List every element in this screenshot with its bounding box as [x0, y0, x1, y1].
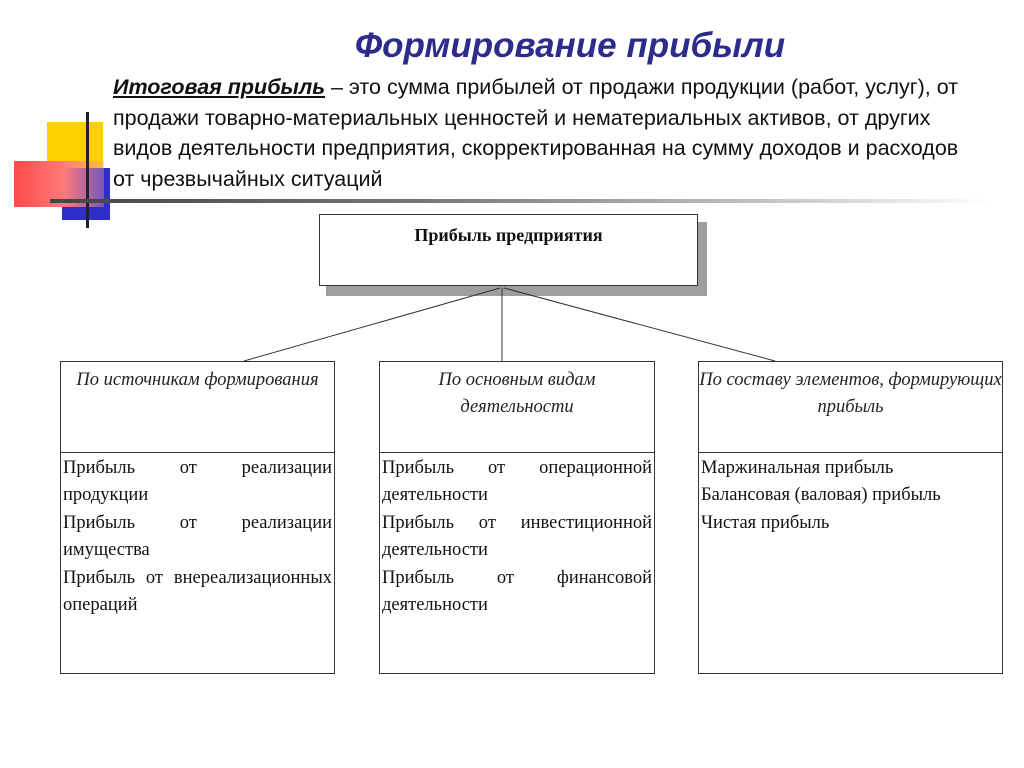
category-item: Балансовая (валовая) прибыль	[701, 485, 941, 506]
connector-right	[504, 288, 775, 361]
category-sources	[60, 361, 335, 674]
definition-paragraph	[113, 72, 973, 194]
decor-horizontal-rule	[50, 199, 990, 203]
category-item: Прибыль от операционной деятельности	[382, 458, 652, 506]
connector-left	[244, 288, 500, 361]
root-node	[319, 214, 698, 286]
category-heading: По основным видам деятельности	[380, 362, 654, 453]
category-items	[61, 453, 334, 619]
category-item: Прибыль от инвестиционной деятельности	[382, 512, 652, 561]
category-item: Прибыль от финансовой деятельности	[382, 567, 652, 616]
definition-term: Итоговая прибыль	[113, 75, 326, 99]
category-item: Прибыль от внереализационных операций	[63, 567, 332, 616]
category-activities	[379, 361, 655, 674]
definition-text: – это сумма прибылей от продажи продукции (работ, услуг), от продажи товарно-материальных ценностей и нематериальных активов, от других видов деятельности предприятия, скорректированная на сумму доходов и расходов от чрезвычайных ситуаций	[113, 75, 959, 191]
category-items	[699, 453, 1002, 537]
decor-vertical-line	[86, 112, 89, 228]
slide-title: Формирование прибыли	[354, 26, 786, 65]
category-elements	[698, 361, 1003, 674]
category-heading: По источникам формирования	[61, 362, 334, 453]
category-heading: По составу элементов, формирующих прибыль	[699, 362, 1002, 453]
category-item: Чистая прибыль	[701, 512, 830, 533]
root-node-label: Прибыль предприятия	[414, 225, 603, 245]
category-item: Прибыль от реализации продукции	[63, 458, 332, 506]
category-items	[380, 453, 654, 619]
category-item: Прибыль от реализации имущества	[63, 512, 332, 561]
category-item: Маржинальная прибыль	[701, 458, 894, 478]
